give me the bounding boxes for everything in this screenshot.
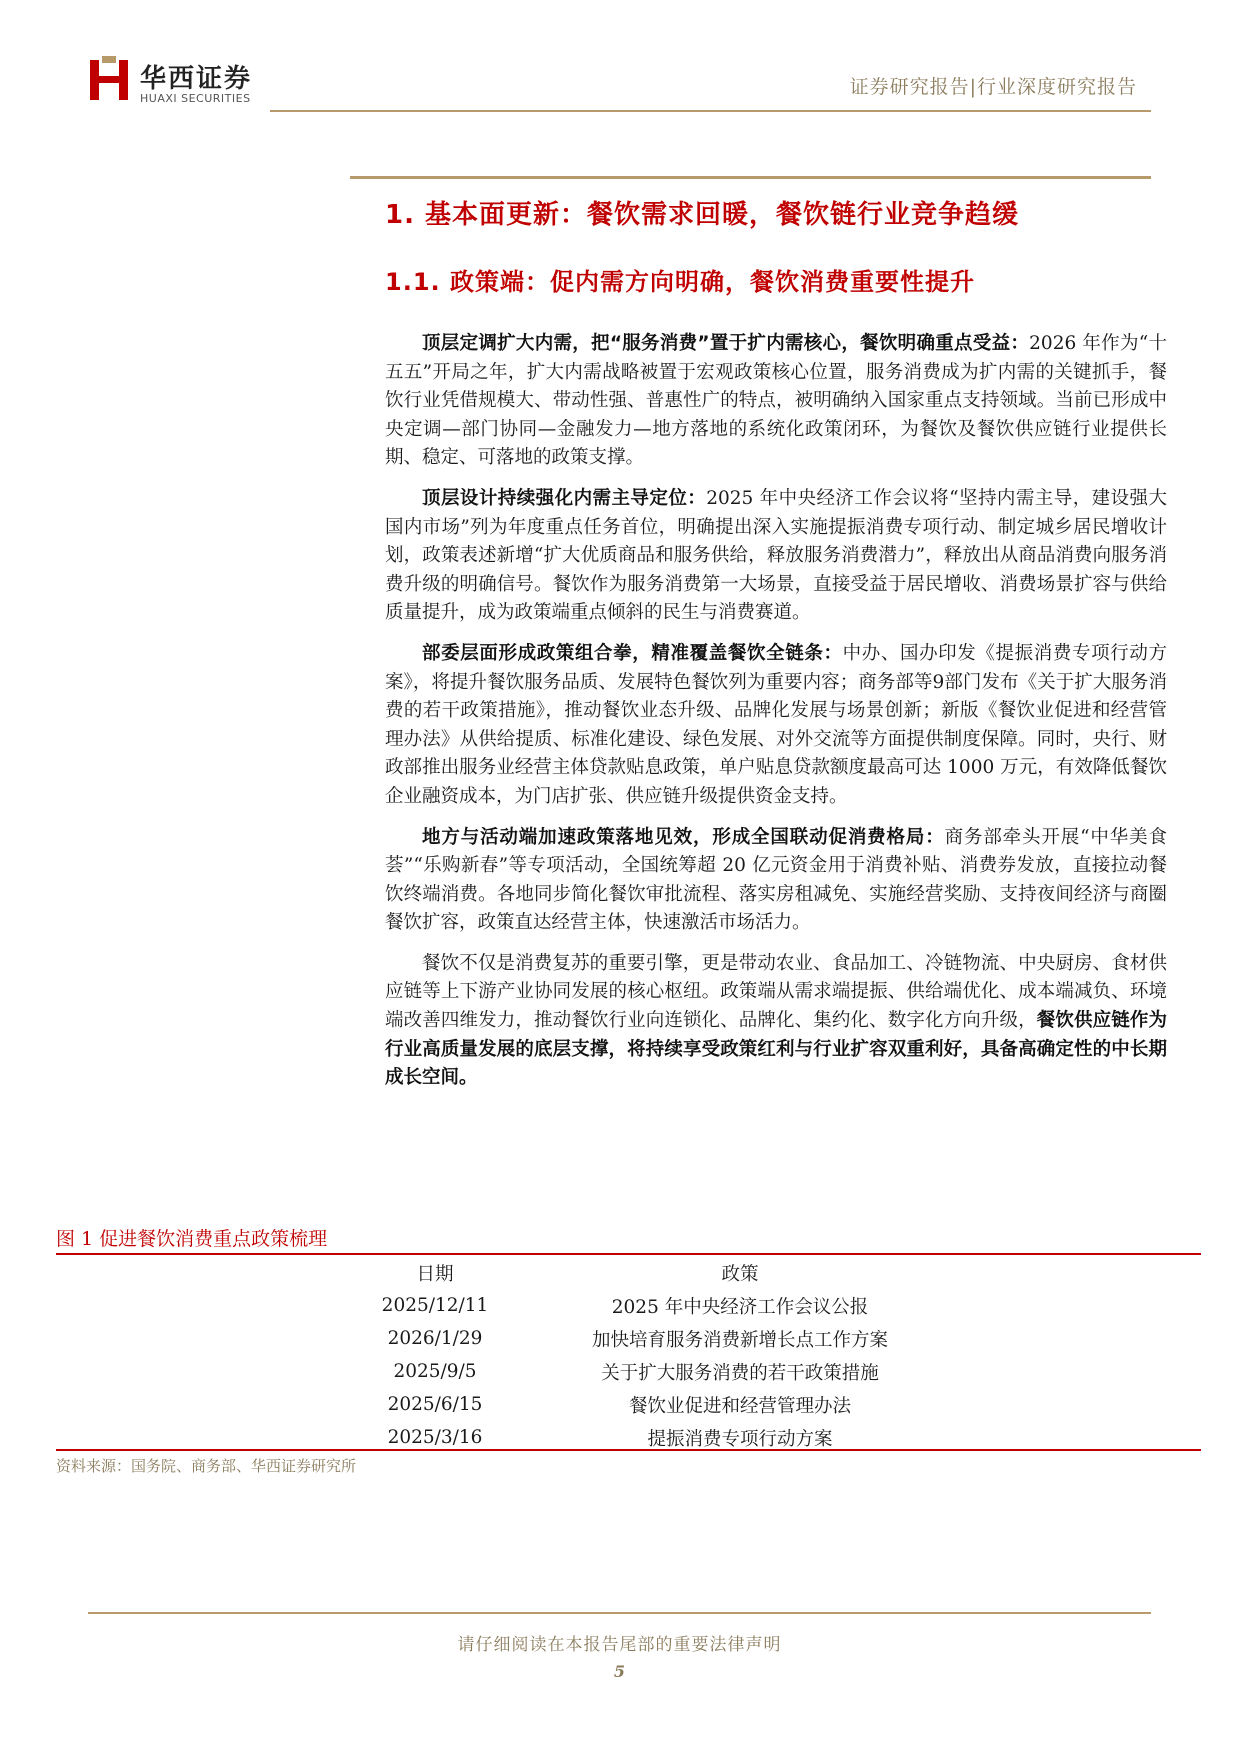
table-cell-date: 2025/3/16 bbox=[387, 1427, 483, 1448]
body-text bbox=[385, 330, 1167, 1105]
table-cell-date: 2025/9/5 bbox=[393, 1361, 477, 1382]
table-cell-policy: 加快培育服务消费新增长点工作方案 bbox=[591, 1329, 888, 1351]
brand-name-en: HUAXI SECURITIES bbox=[140, 92, 251, 105]
paragraph-lead: 部委层面形成政策组合拳，精准覆盖餐饮全链条： bbox=[422, 642, 843, 664]
paragraph-lead: 地方与活动端加速政策落地见效，形成全国联动促消费格局： bbox=[422, 826, 945, 848]
table-cell-date: 2025/12/11 bbox=[381, 1295, 489, 1316]
table-header-row bbox=[340, 1256, 950, 1289]
closing-text: 餐饮不仅是消费复苏的重要引擎，更是带动农业、食品加工、冷链物流、中央厨房、食材供应链等上下游产业协同发展的核心枢纽。政策端从需求端提振、供给端优化、成本端减负、环境端改善四维发力，推动餐饮行业向连锁化、品牌化、集约化、数字化方向升级， bbox=[385, 952, 1167, 1032]
table-row bbox=[340, 1355, 950, 1388]
table-cell-date: 2025/6/15 bbox=[387, 1394, 483, 1415]
footer-divider bbox=[88, 1612, 1151, 1614]
paragraph-text: 2026 年作为“十五五”开局之年，扩大内需战略被置于宏观政策核心位置，服务消费成为扩内需的关键抓手，餐饮行业凭借规模大、带动性强、普惠性广的特点，被明确纳入国家重点支持领域。当前已形成中央定调—部门协同—金融发力—地方落地的系统化政策闭环，为餐饮及餐饮供应链行业提供长期、稳定、可落地的政策支撑。 bbox=[385, 333, 1167, 469]
brand-name-cn: 华西证券 bbox=[140, 64, 253, 94]
table-row bbox=[340, 1289, 950, 1322]
section-heading: 1. 基本面更新：餐饮需求回暖，餐饮链行业竞争趋缓 bbox=[385, 200, 1020, 230]
paragraph bbox=[385, 824, 1167, 938]
table-cell-policy: 关于扩大服务消费的若干政策措施 bbox=[601, 1362, 879, 1384]
paragraph-text: 中办、国办印发《提振消费专项行动方案》，将提升餐饮服务品质、发展特色餐饮列为重要内容；商务部等9部门发布《关于扩大服务消费的若干政策措施》，推动餐饮业态升级、品牌化发展与场景创新；新版《餐饮业促进和经营管理办法》从供给提质、标准化建设、绿色发展、对外交流等方面提供制度保障。同时，央行、财政部推出服务业经营主体贷款贴息政策，单户贴息贷款额度最高可达 1000 万元，有效降低餐饮企业融资成本，为门店扩张、供应链升级提供资金支持。 bbox=[385, 642, 1167, 807]
closing-paragraph bbox=[385, 950, 1167, 1093]
column-header-policy: 政策 bbox=[721, 1263, 759, 1285]
table-cell-date: 2026/1/29 bbox=[387, 1328, 483, 1349]
paragraph bbox=[385, 640, 1167, 812]
huaxi-h-logo-icon bbox=[88, 56, 130, 104]
header-divider bbox=[270, 110, 1151, 112]
report-type: 证券研究报告|行业深度研究报告 bbox=[849, 76, 1137, 98]
subsection-heading: 1.1. 政策端：促内需方向明确，餐饮消费重要性提升 bbox=[385, 268, 975, 296]
figure-top-rule bbox=[56, 1253, 1201, 1255]
page-header bbox=[0, 0, 1239, 120]
page-number: 5 bbox=[613, 1662, 626, 1681]
paragraph-lead: 顶层设计持续强化内需主导定位： bbox=[422, 487, 707, 509]
table-row bbox=[340, 1322, 950, 1355]
paragraph-lead: 顶层定调扩大内需，把“服务消费”置于扩内需核心，餐饮明确重点受益： bbox=[422, 333, 1030, 354]
closing-bold: 餐饮供应链作为行业高质量发展的底层支撑，将持续享受政策红利与行业扩容双重利好，具备高确定性的中长期成长空间。 bbox=[385, 1010, 1167, 1089]
figure-source: 资料来源：国务院、商务部、华西证券研究所 bbox=[56, 1457, 357, 1475]
figure-bottom-rule bbox=[56, 1449, 1201, 1451]
table-cell-policy: 提振消费专项行动方案 bbox=[647, 1428, 833, 1450]
section-divider bbox=[350, 176, 1151, 179]
paragraph-text: 2025 年中央经济工作会议将“坚持内需主导，建设强大国内市场”列为年度重点任务首位，明确提出深入实施提振消费专项行动、制定城乡居民增收计划，政策表述新增“扩大优质商品和服务供给，释放服务消费潜力”，释放出从商品消费向服务消费升级的明确信号。餐饮作为服务消费第一大场景，直接受益于居民增收、消费场景扩容与供给质量提升，成为政策端重点倾斜的民生与消费赛道。 bbox=[385, 487, 1167, 624]
table-cell-policy: 2025 年中央经济工作会议公报 bbox=[611, 1296, 869, 1318]
paragraph-text: 商务部牵头开展“中华美食荟”“乐购新春”等专项活动，全国统筹超 20 亿元资金用于消费补贴、消费券发放，直接拉动餐饮终端消费。各地同步简化餐饮审批流程、落实房租减免、实施经营奖励、支持夜间经济与商圈餐饮扩容，政策直达经营主体，快速激活市场活力。 bbox=[385, 826, 1167, 934]
paragraph bbox=[385, 330, 1167, 473]
figure-title: 图 1 促进餐饮消费重点政策梳理 bbox=[56, 1228, 328, 1250]
paragraph bbox=[385, 485, 1167, 628]
legal-disclaimer: 请仔细阅读在本报告尾部的重要法律声明 bbox=[457, 1635, 782, 1655]
table-row bbox=[340, 1388, 950, 1421]
column-header-date: 日期 bbox=[416, 1263, 454, 1285]
policy-table bbox=[340, 1256, 950, 1454]
table-cell-policy: 餐饮业促进和经营管理办法 bbox=[628, 1395, 851, 1417]
